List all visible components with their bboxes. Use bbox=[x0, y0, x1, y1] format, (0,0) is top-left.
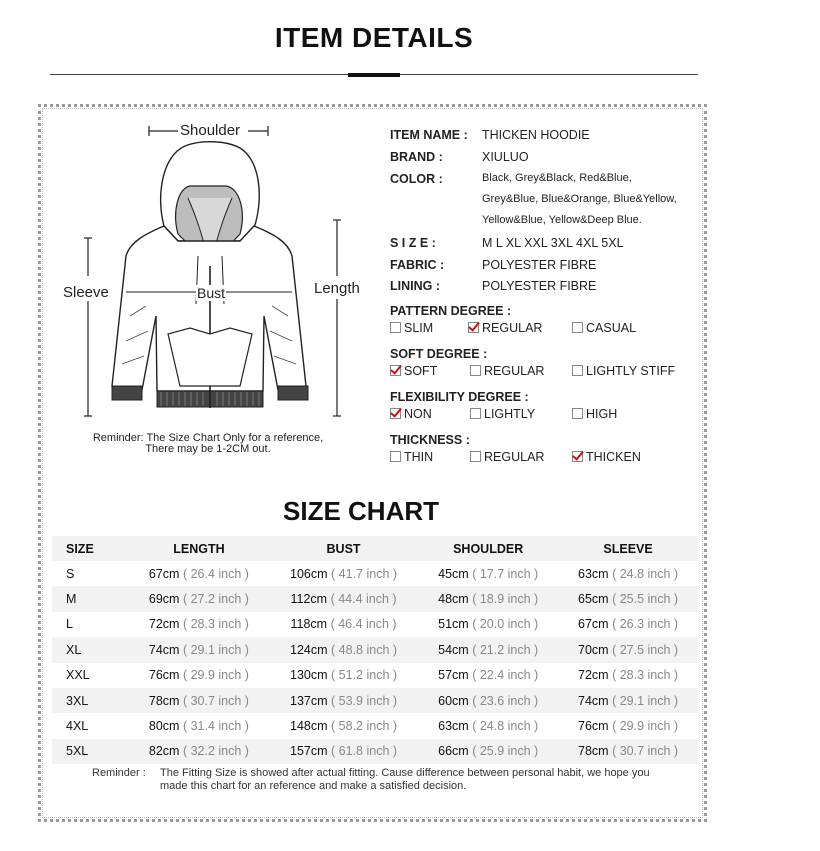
inch-value: ( 46.4 inch ) bbox=[330, 617, 397, 632]
measure-cell bbox=[558, 586, 698, 611]
measure-cell bbox=[418, 637, 558, 662]
inch-value: ( 21.2 inch ) bbox=[472, 642, 539, 657]
inch-value: ( 61.8 inch ) bbox=[331, 744, 398, 759]
measure-cell bbox=[418, 739, 558, 764]
inch-value: ( 53.9 inch ) bbox=[331, 693, 398, 708]
checkbox-icon bbox=[470, 365, 481, 376]
column-header: SHOULDER bbox=[418, 536, 558, 561]
flex-option-non[interactable] bbox=[390, 407, 432, 421]
table-row bbox=[52, 663, 698, 688]
cm-value: 76cm bbox=[578, 719, 609, 734]
inch-value: ( 41.7 inch ) bbox=[331, 566, 398, 581]
flexibility-degree-title: FLEXIBILITY DEGREE : bbox=[390, 390, 529, 404]
cm-value: 45cm bbox=[438, 566, 469, 581]
inch-value: ( 51.2 inch ) bbox=[331, 668, 398, 683]
option-label: THIN bbox=[404, 450, 434, 464]
checkbox-icon bbox=[390, 322, 401, 333]
cm-value: 80cm bbox=[148, 719, 180, 734]
inch-value: ( 58.2 inch ) bbox=[331, 719, 398, 734]
size-value: M L XL XXL 3XL 4XL 5XL bbox=[482, 236, 624, 250]
table-row bbox=[52, 612, 698, 637]
measure-cell bbox=[129, 663, 269, 688]
size-key: S I Z E : bbox=[390, 236, 436, 250]
length-label: Length bbox=[314, 280, 360, 297]
soft-option-regular[interactable] bbox=[470, 364, 544, 378]
brand-value: XIULUO bbox=[482, 150, 529, 164]
inch-value: ( 23.6 inch ) bbox=[472, 693, 539, 708]
inch-value: ( 30.7 inch ) bbox=[182, 693, 249, 708]
measure-cell bbox=[129, 637, 269, 662]
inch-value: ( 18.9 inch ) bbox=[472, 592, 539, 607]
cm-value: 74cm bbox=[148, 642, 180, 657]
color-key: COLOR : bbox=[390, 172, 443, 186]
cm-value: 124cm bbox=[290, 642, 328, 657]
title-divider-accent bbox=[348, 73, 400, 77]
table-row bbox=[52, 739, 698, 764]
column-header: BUST bbox=[269, 536, 418, 561]
measure-cell bbox=[269, 612, 418, 637]
color-line: Yellow&Blue, Yellow&Deep Blue. bbox=[482, 214, 642, 226]
measure-cell bbox=[418, 713, 558, 738]
size-cell: M bbox=[52, 586, 129, 611]
thickness-title: THICKNESS : bbox=[390, 433, 470, 447]
measure-cell bbox=[129, 688, 269, 713]
right-cuff bbox=[278, 386, 308, 400]
measure-cell bbox=[269, 561, 418, 586]
cm-value: 78cm bbox=[148, 693, 180, 708]
measure-cell bbox=[129, 561, 269, 586]
option-label: SLIM bbox=[404, 321, 434, 335]
cm-value: 82cm bbox=[148, 744, 180, 759]
item-name-value: THICKEN HOODIE bbox=[482, 128, 590, 142]
color-line: Black, Grey&Black, Red&Blue, bbox=[482, 172, 632, 184]
cm-value: 106cm bbox=[290, 566, 328, 581]
size-cell: L bbox=[66, 617, 73, 632]
cm-value: 112cm bbox=[290, 592, 328, 607]
thickness-option-thicken[interactable] bbox=[572, 450, 641, 464]
option-label: CASUAL bbox=[586, 321, 637, 335]
measure-cell bbox=[269, 637, 418, 662]
column-header: SLEEVE bbox=[558, 536, 698, 561]
cm-value: 118cm bbox=[290, 617, 328, 632]
checkbox-icon bbox=[572, 322, 583, 333]
checkbox-icon bbox=[470, 451, 481, 462]
option-label: LIGHTLY bbox=[484, 407, 536, 421]
cm-value: 70cm bbox=[578, 642, 609, 657]
size-cell: S bbox=[66, 566, 75, 581]
measure-cell bbox=[558, 713, 698, 738]
pattern-option-slim[interactable] bbox=[390, 321, 433, 335]
pattern-degree-title: PATTERN DEGREE : bbox=[390, 304, 512, 318]
table-header-row bbox=[52, 536, 698, 561]
diagram-reminder: Reminder: The Size Chart Only for a reference, There may be 1-2CM out. bbox=[92, 432, 324, 455]
inch-value: ( 28.3 inch ) bbox=[182, 617, 249, 632]
checkbox-icon bbox=[572, 408, 583, 419]
measure-cell bbox=[129, 586, 269, 611]
size-cell: XL bbox=[52, 637, 129, 662]
cm-value: 48cm bbox=[438, 592, 469, 607]
inch-value: ( 29.9 inch ) bbox=[182, 668, 249, 683]
cm-value: 51cm bbox=[438, 617, 469, 632]
hoodie-diagram bbox=[60, 116, 380, 426]
cm-value: 72cm bbox=[578, 668, 609, 683]
cm-value: 60cm bbox=[438, 693, 469, 708]
cm-value: 63cm bbox=[578, 566, 609, 581]
cm-value: 63cm bbox=[438, 719, 469, 734]
shoulder-label: Shoulder bbox=[180, 122, 241, 139]
inch-value: ( 17.7 inch ) bbox=[472, 566, 539, 581]
cm-value: 72cm bbox=[148, 617, 180, 632]
measure-cell bbox=[269, 688, 418, 713]
thickness-option-thin[interactable] bbox=[390, 450, 433, 464]
inch-value: ( 48.8 inch ) bbox=[331, 642, 398, 657]
checkbox-icon bbox=[390, 365, 401, 376]
cm-value: 74cm bbox=[578, 693, 609, 708]
kangaroo-pocket bbox=[168, 328, 252, 386]
size-cell: 3XL bbox=[52, 688, 129, 713]
checkbox-icon bbox=[572, 451, 583, 462]
lining-value: POLYESTER FIBRE bbox=[482, 279, 597, 293]
cm-value: 67cm bbox=[148, 566, 180, 581]
inch-value: ( 31.4 inch ) bbox=[182, 719, 249, 734]
column-header: LENGTH bbox=[129, 536, 269, 561]
cm-value: 65cm bbox=[578, 592, 609, 607]
cm-value: 157cm bbox=[290, 744, 328, 759]
measure-cell bbox=[558, 612, 698, 637]
measure-cell bbox=[269, 739, 418, 764]
inch-value: ( 25.9 inch ) bbox=[472, 744, 539, 759]
measure-cell bbox=[418, 561, 558, 586]
measure-cell bbox=[558, 637, 698, 662]
flex-option-lightly[interactable] bbox=[470, 407, 535, 421]
lining-key: LINING : bbox=[390, 279, 440, 293]
measure-cell bbox=[418, 663, 558, 688]
color-line: Grey&Blue, Blue&Orange, Blue&Yellow, bbox=[482, 193, 677, 205]
size-chart-title: SIZE CHART bbox=[283, 496, 439, 526]
table-row bbox=[52, 561, 698, 586]
measure-cell bbox=[269, 586, 418, 611]
cm-value: 66cm bbox=[438, 744, 469, 759]
fabric-key: FABRIC : bbox=[390, 258, 445, 272]
cm-value: 78cm bbox=[578, 744, 609, 759]
checkbox-icon bbox=[470, 408, 481, 419]
option-label: REGULAR bbox=[484, 364, 545, 378]
size-cell: XXL bbox=[66, 668, 90, 683]
inch-value: ( 28.3 inch ) bbox=[612, 668, 679, 683]
size-cell: 5XL bbox=[52, 739, 129, 764]
inch-value: ( 29.1 inch ) bbox=[182, 642, 249, 657]
reminder-text: The Fitting Size is showed after actual fitting. Cause difference between personal habit, we hope you made this chart for an reference and make a satisfied decision. bbox=[160, 767, 650, 792]
cm-value: 57cm bbox=[438, 668, 469, 683]
inch-value: ( 27.5 inch ) bbox=[612, 642, 679, 657]
inch-value: ( 26.4 inch ) bbox=[182, 566, 249, 581]
measure-cell bbox=[129, 612, 269, 637]
inch-value: ( 29.9 inch ) bbox=[612, 719, 679, 734]
size-chart-table bbox=[52, 536, 698, 764]
cm-value: 76cm bbox=[148, 668, 180, 683]
option-label: LIGHTLY STIFF bbox=[586, 364, 676, 378]
inch-value: ( 26.3 inch ) bbox=[612, 617, 679, 632]
sleeve-label: Sleeve bbox=[63, 284, 109, 301]
measure-cell bbox=[269, 663, 418, 688]
option-label: HIGH bbox=[586, 407, 618, 421]
cm-value: 148cm bbox=[290, 719, 328, 734]
reminder-label: Reminder : bbox=[92, 767, 146, 779]
inch-value: ( 22.4 inch ) bbox=[472, 668, 539, 683]
soft-degree-title: SOFT DEGREE : bbox=[390, 347, 488, 361]
inch-value: ( 32.2 inch ) bbox=[182, 744, 249, 759]
checkbox-icon bbox=[390, 451, 401, 462]
option-label: REGULAR bbox=[482, 321, 543, 335]
pattern-option-casual[interactable] bbox=[572, 321, 636, 335]
fabric-value: POLYESTER FIBRE bbox=[482, 258, 597, 272]
inch-value: ( 27.2 inch ) bbox=[182, 592, 249, 607]
left-cuff bbox=[112, 386, 142, 400]
brand-key: BRAND : bbox=[390, 150, 443, 164]
flex-option-high[interactable] bbox=[572, 407, 617, 421]
item-name-key: ITEM NAME : bbox=[390, 128, 468, 142]
inch-value: ( 24.8 inch ) bbox=[472, 719, 539, 734]
table-row bbox=[52, 586, 698, 611]
measure-cell bbox=[558, 561, 698, 586]
table-row bbox=[52, 713, 698, 738]
measure-cell bbox=[129, 713, 269, 738]
cm-value: 137cm bbox=[290, 693, 328, 708]
measure-cell bbox=[269, 713, 418, 738]
measure-cell bbox=[558, 688, 698, 713]
measure-cell bbox=[129, 739, 269, 764]
pattern-option-regular[interactable] bbox=[468, 321, 542, 335]
measure-cell bbox=[558, 739, 698, 764]
thickness-option-regular[interactable] bbox=[470, 450, 544, 464]
option-label: THICKEN bbox=[586, 450, 641, 464]
option-label: REGULAR bbox=[484, 450, 545, 464]
inch-value: ( 24.8 inch ) bbox=[612, 566, 679, 581]
page-title: ITEM DETAILS bbox=[274, 22, 474, 53]
inch-value: ( 30.7 inch ) bbox=[612, 744, 679, 759]
table-row bbox=[52, 688, 698, 713]
soft-option-lightly-stiff[interactable] bbox=[572, 364, 675, 378]
bust-label: Bust bbox=[197, 285, 226, 301]
measure-cell bbox=[418, 688, 558, 713]
checkbox-icon bbox=[468, 322, 479, 333]
measure-cell bbox=[418, 586, 558, 611]
option-label: SOFT bbox=[404, 364, 438, 378]
cm-value: 54cm bbox=[438, 642, 469, 657]
cm-value: 69cm bbox=[148, 592, 180, 607]
column-header: SIZE bbox=[52, 536, 129, 561]
inch-value: ( 29.1 inch ) bbox=[612, 693, 679, 708]
measure-cell bbox=[558, 663, 698, 688]
checkbox-icon bbox=[390, 408, 401, 419]
table-row bbox=[52, 637, 698, 662]
cm-value: 130cm bbox=[290, 668, 328, 683]
inch-value: ( 25.5 inch ) bbox=[612, 592, 679, 607]
inch-value: ( 44.4 inch ) bbox=[330, 592, 397, 607]
inch-value: ( 20.0 inch ) bbox=[472, 617, 539, 632]
soft-option-soft[interactable] bbox=[390, 364, 437, 378]
measure-cell bbox=[418, 612, 558, 637]
option-label: NON bbox=[404, 407, 432, 421]
checkbox-icon bbox=[572, 365, 583, 376]
cm-value: 67cm bbox=[578, 617, 609, 632]
size-cell: 4XL bbox=[66, 719, 89, 734]
